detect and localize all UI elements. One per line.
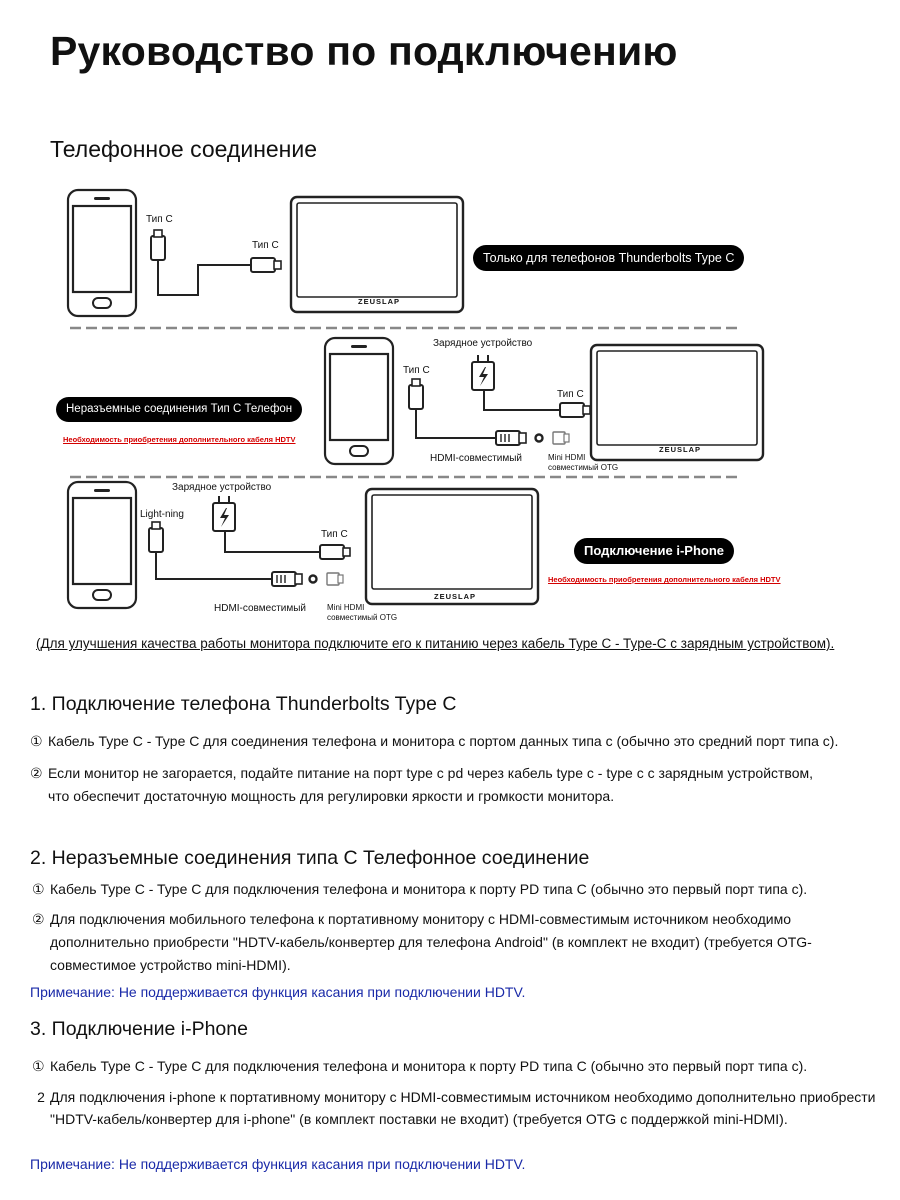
otg-adapter-icon — [536, 432, 570, 444]
thunderbolt-only-pill: Только для телефонов Thunderbolts Type C — [473, 245, 744, 271]
phone-icon — [68, 190, 136, 316]
monitor-brand: ZEUSLAP — [358, 297, 401, 306]
type-c-plug-icon — [560, 403, 590, 417]
monitor-brand: ZEUSLAP — [659, 445, 702, 454]
otg-adapter-icon — [310, 573, 344, 585]
cable-label: Тип C — [321, 529, 348, 540]
otg-label — [548, 453, 618, 473]
list-item — [32, 1086, 880, 1130]
power-note: (Для улучшения качества работы монитора подключите его к питанию через кабель Type C - Type-C с зарядным устройством). — [36, 636, 835, 651]
charger-icon — [213, 496, 235, 531]
charger-label: Зарядное устройство — [172, 482, 272, 493]
hdmi-label: HDMI-совместимый — [214, 603, 307, 614]
otg-label-line1: Mini HDMI — [327, 603, 365, 612]
item-text: Кабель Type C - Type C для подключения телефона и монитора к порту PD типа C (обычно это первый порт типа c). — [50, 1058, 808, 1074]
hdmi-label: HDMI-совместимый — [430, 453, 523, 464]
touch-note: Примечание: Не поддерживается функция касания при подключении HDTV. — [30, 1156, 526, 1172]
type-c-plug-icon — [409, 379, 423, 409]
otg-label — [327, 603, 397, 623]
hdmi-plug-icon — [496, 431, 526, 445]
hdtv-cable-note: Необходимость приобретения дополнительного кабеля HDTV — [548, 575, 781, 584]
list-item — [32, 878, 872, 901]
item-marker: ① — [32, 881, 45, 897]
item-marker: ② — [30, 765, 43, 781]
item-text: Если монитор не загорается, подайте питание на порт type c pd через кабель type c - type c с зарядным устройством, что обеспечит достаточную мощность для регулировки яркости и громкости монитора. — [48, 765, 814, 804]
type-c-plug-icon — [251, 258, 281, 272]
otg-label-line2: совместимый OTG — [548, 463, 619, 472]
list-item — [32, 908, 880, 977]
type-c-plug-icon — [320, 545, 350, 559]
hdmi-plug-icon — [272, 572, 302, 586]
section-heading: 2. Неразъемные соединения типа C Телефонное соединение — [30, 847, 590, 869]
charger-icon — [472, 355, 494, 390]
charger-label: Зарядное устройство — [433, 338, 533, 349]
section-subtitle: Телефонное соединение — [50, 136, 318, 162]
connection-diagram — [0, 180, 900, 620]
section-heading: 3. Подключение i-Phone — [30, 1018, 248, 1040]
section-heading: 1. Подключение телефона Thunderbolts Type C — [30, 693, 457, 715]
page-title: Руководство по подключению — [50, 28, 678, 74]
phone-icon — [68, 482, 136, 608]
item-text: Для подключения i-phone к портативному монитору с HDMI-совместимым источником необходимо дополнительно приобрести "HDTV-кабель/конвертер для i-phone" (в комплект поставки не входит) (требуется OTG с поддержкой mini-HDMI). — [50, 1089, 876, 1127]
hdtv-cable-note: Необходимость приобретения дополнительного кабеля HDTV — [63, 435, 296, 444]
cable-label: Тип C — [146, 214, 173, 225]
cable-label: Light-ning — [140, 509, 184, 520]
item-text: Для подключения мобильного телефона к портативному монитору с HDMI-совместимым источником необходимо дополнительно приобрести "HDTV-кабель/конвертер для телефона Android" (в комплект не входит) (требуется OTG-совместимое устройство mini-HDMI). — [50, 911, 812, 973]
item-marker: 2 — [37, 1089, 45, 1105]
item-text: Кабель Type C - Type C для соединения телефона и монитора с портом данных типа c (обычно это средний порт типа c). — [48, 733, 839, 749]
item-marker: ① — [32, 1058, 45, 1074]
list-item — [30, 730, 870, 753]
cable-label: Тип C — [403, 365, 430, 376]
item-marker: ② — [32, 911, 45, 927]
list-item — [30, 762, 818, 808]
monitor-brand: ZEUSLAP — [434, 592, 477, 601]
cable-label: Тип C — [557, 389, 584, 400]
otg-label-line1: Mini HDMI — [548, 453, 586, 462]
touch-note: Примечание: Не поддерживается функция касания при подключении HDTV. — [30, 984, 526, 1000]
monitor-icon — [366, 489, 538, 604]
item-text: Кабель Type C - Type C для подключения телефона и монитора к порту PD типа C (обычно это первый порт типа c). — [50, 881, 808, 897]
list-item — [32, 1055, 872, 1078]
item-marker: ① — [30, 733, 43, 749]
monitor-icon — [591, 345, 763, 460]
monitor-icon — [291, 197, 463, 312]
lightning-plug-icon — [149, 522, 163, 552]
iphone-pill: Подключение i-Phone — [574, 538, 734, 564]
otg-label-line2: совместимый OTG — [327, 613, 398, 622]
non-removable-pill: Неразъемные соединения Тип C Телефон — [56, 397, 302, 422]
phone-icon — [325, 338, 393, 464]
cable-label: Тип C — [252, 240, 279, 251]
type-c-plug-icon — [151, 230, 165, 260]
